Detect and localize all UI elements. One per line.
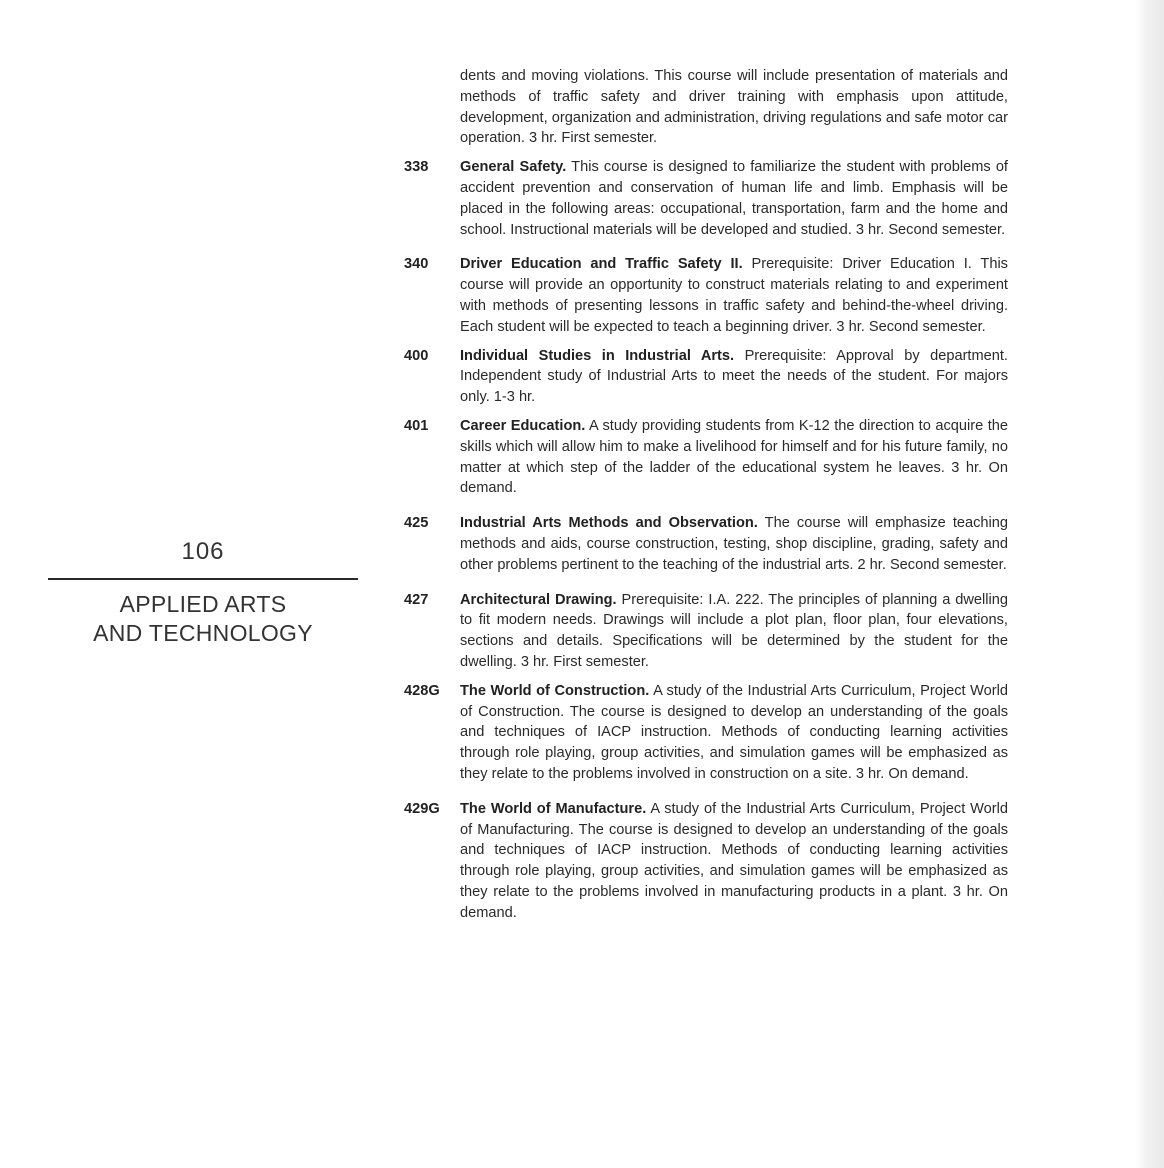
course-number: 427 bbox=[404, 591, 429, 608]
section-sidebar bbox=[48, 538, 358, 648]
course-number: 401 bbox=[404, 417, 429, 434]
course-description bbox=[460, 681, 1008, 785]
course-description bbox=[460, 346, 1008, 408]
course-text: Prerequisite: Approval by department. Independent study of Industrial Arts to meet the needs of the student. For majors only. 1-3 hr. bbox=[460, 347, 1008, 406]
course-description bbox=[460, 799, 1008, 924]
course-title: The World of Construction. bbox=[460, 682, 650, 699]
course-listing bbox=[404, 66, 1008, 923]
course-number: 425 bbox=[404, 515, 429, 532]
course-title: Career Education. bbox=[460, 417, 586, 434]
course-title: Architectural Drawing. bbox=[460, 591, 617, 608]
course-entry-427 bbox=[404, 590, 1008, 673]
course-description bbox=[460, 254, 1008, 337]
page-number: 106 bbox=[181, 538, 225, 565]
course-description bbox=[460, 513, 1008, 575]
course-title: The World of Manufacture. bbox=[460, 800, 647, 817]
course-entry-340 bbox=[404, 254, 1008, 337]
course-description bbox=[460, 416, 1008, 499]
course-number: 400 bbox=[404, 347, 429, 364]
course-title: Industrial Arts Methods and Observation. bbox=[460, 515, 758, 532]
course-text: This course is designed to familiarize the student with problems of accident prevention and conservation of human life and limb. Emphasis will be placed in the following areas: occupational, transportation, farm and the home and school. Instructional materials will be developed and studied. 3 hr. Second semester. bbox=[460, 159, 1008, 238]
section-title-line-2: AND TECHNOLOGY bbox=[93, 620, 313, 646]
course-entry-429g bbox=[404, 799, 1008, 924]
course-number: 428G bbox=[404, 682, 440, 699]
course-entry-400 bbox=[404, 346, 1008, 408]
course-description bbox=[460, 590, 1008, 673]
section-title-line-1: APPLIED ARTS bbox=[119, 591, 287, 617]
continuation-paragraph: dents and moving violations. This course will include presentation of materials and methods of traffic safety and driver training with emphasis upon attitude, development, organization and administration, driving regulations and safe motor car operation. 3 hr. First semester. bbox=[460, 68, 1008, 147]
course-text: The course will emphasize teaching methods and aids, course construction, testing, shop discipline, grading, safety and other problems pertinent to the teaching of the industrial arts. 2 hr. Second semester. bbox=[460, 515, 1008, 573]
course-number: 340 bbox=[404, 256, 429, 273]
course-title: Individual Studies in Industrial Arts. bbox=[460, 347, 735, 364]
course-entry-401 bbox=[404, 416, 1008, 499]
course-number: 429G bbox=[404, 800, 440, 817]
course-entry-428g bbox=[404, 681, 1008, 785]
page-edge-shadow bbox=[1136, 0, 1164, 1168]
course-entry-338 bbox=[404, 157, 1008, 240]
course-text: Prerequisite: Driver Education I. This course will provide an opportunity to construct materials relating to and experiment with methods of presenting lessons in traffic safety and behind-the-wheel driving. Each student will be expected to teach a beginning driver. 3 hr. Second semester. bbox=[460, 256, 1008, 335]
section-title bbox=[48, 590, 358, 648]
course-text: Prerequisite: I.A. 222. The principles of planning a dwelling to fit modern needs. Drawings will include a plot plan, floor plan, four elevations, sections and details. Specifications will be determined by the student for the dwelling. 3 hr. First semester. bbox=[460, 591, 1008, 670]
course-number: 338 bbox=[404, 159, 429, 176]
divider-rule bbox=[48, 578, 358, 580]
course-text: A study of the Industrial Arts Curriculum, Project World of Construction. The course is designed to develop an understanding of the goals and techniques of IACP instruction. Methods of conducting learning activities through role playing, group activities, and simulation games will be emphasized as they relate to the problems involved in construction on a site. 3 hr. On demand. bbox=[460, 682, 1008, 782]
course-text: A study providing students from K-12 the direction to acquire the skills which will allow him to make a livelihood for himself and for his future family, no matter at which step of the ladder of the educational system he leaves. 3 hr. On demand. bbox=[460, 417, 1008, 497]
course-description bbox=[460, 157, 1008, 240]
course-entry-425 bbox=[404, 513, 1008, 575]
course-text: A study of the Industrial Arts Curriculum, Project World of Manufacturing. The course is designed to develop an understanding of the goals and techniques of IACP instruction. Methods of conducting learning activities through role playing, group activities, and simulation games will be emphasized as they relate to the problems involved in manufacturing products in a plant. 3 hr. On demand. bbox=[460, 800, 1009, 921]
course-title: Driver Education and Traffic Safety II. bbox=[460, 256, 743, 273]
course-title: General Safety. bbox=[460, 159, 567, 176]
